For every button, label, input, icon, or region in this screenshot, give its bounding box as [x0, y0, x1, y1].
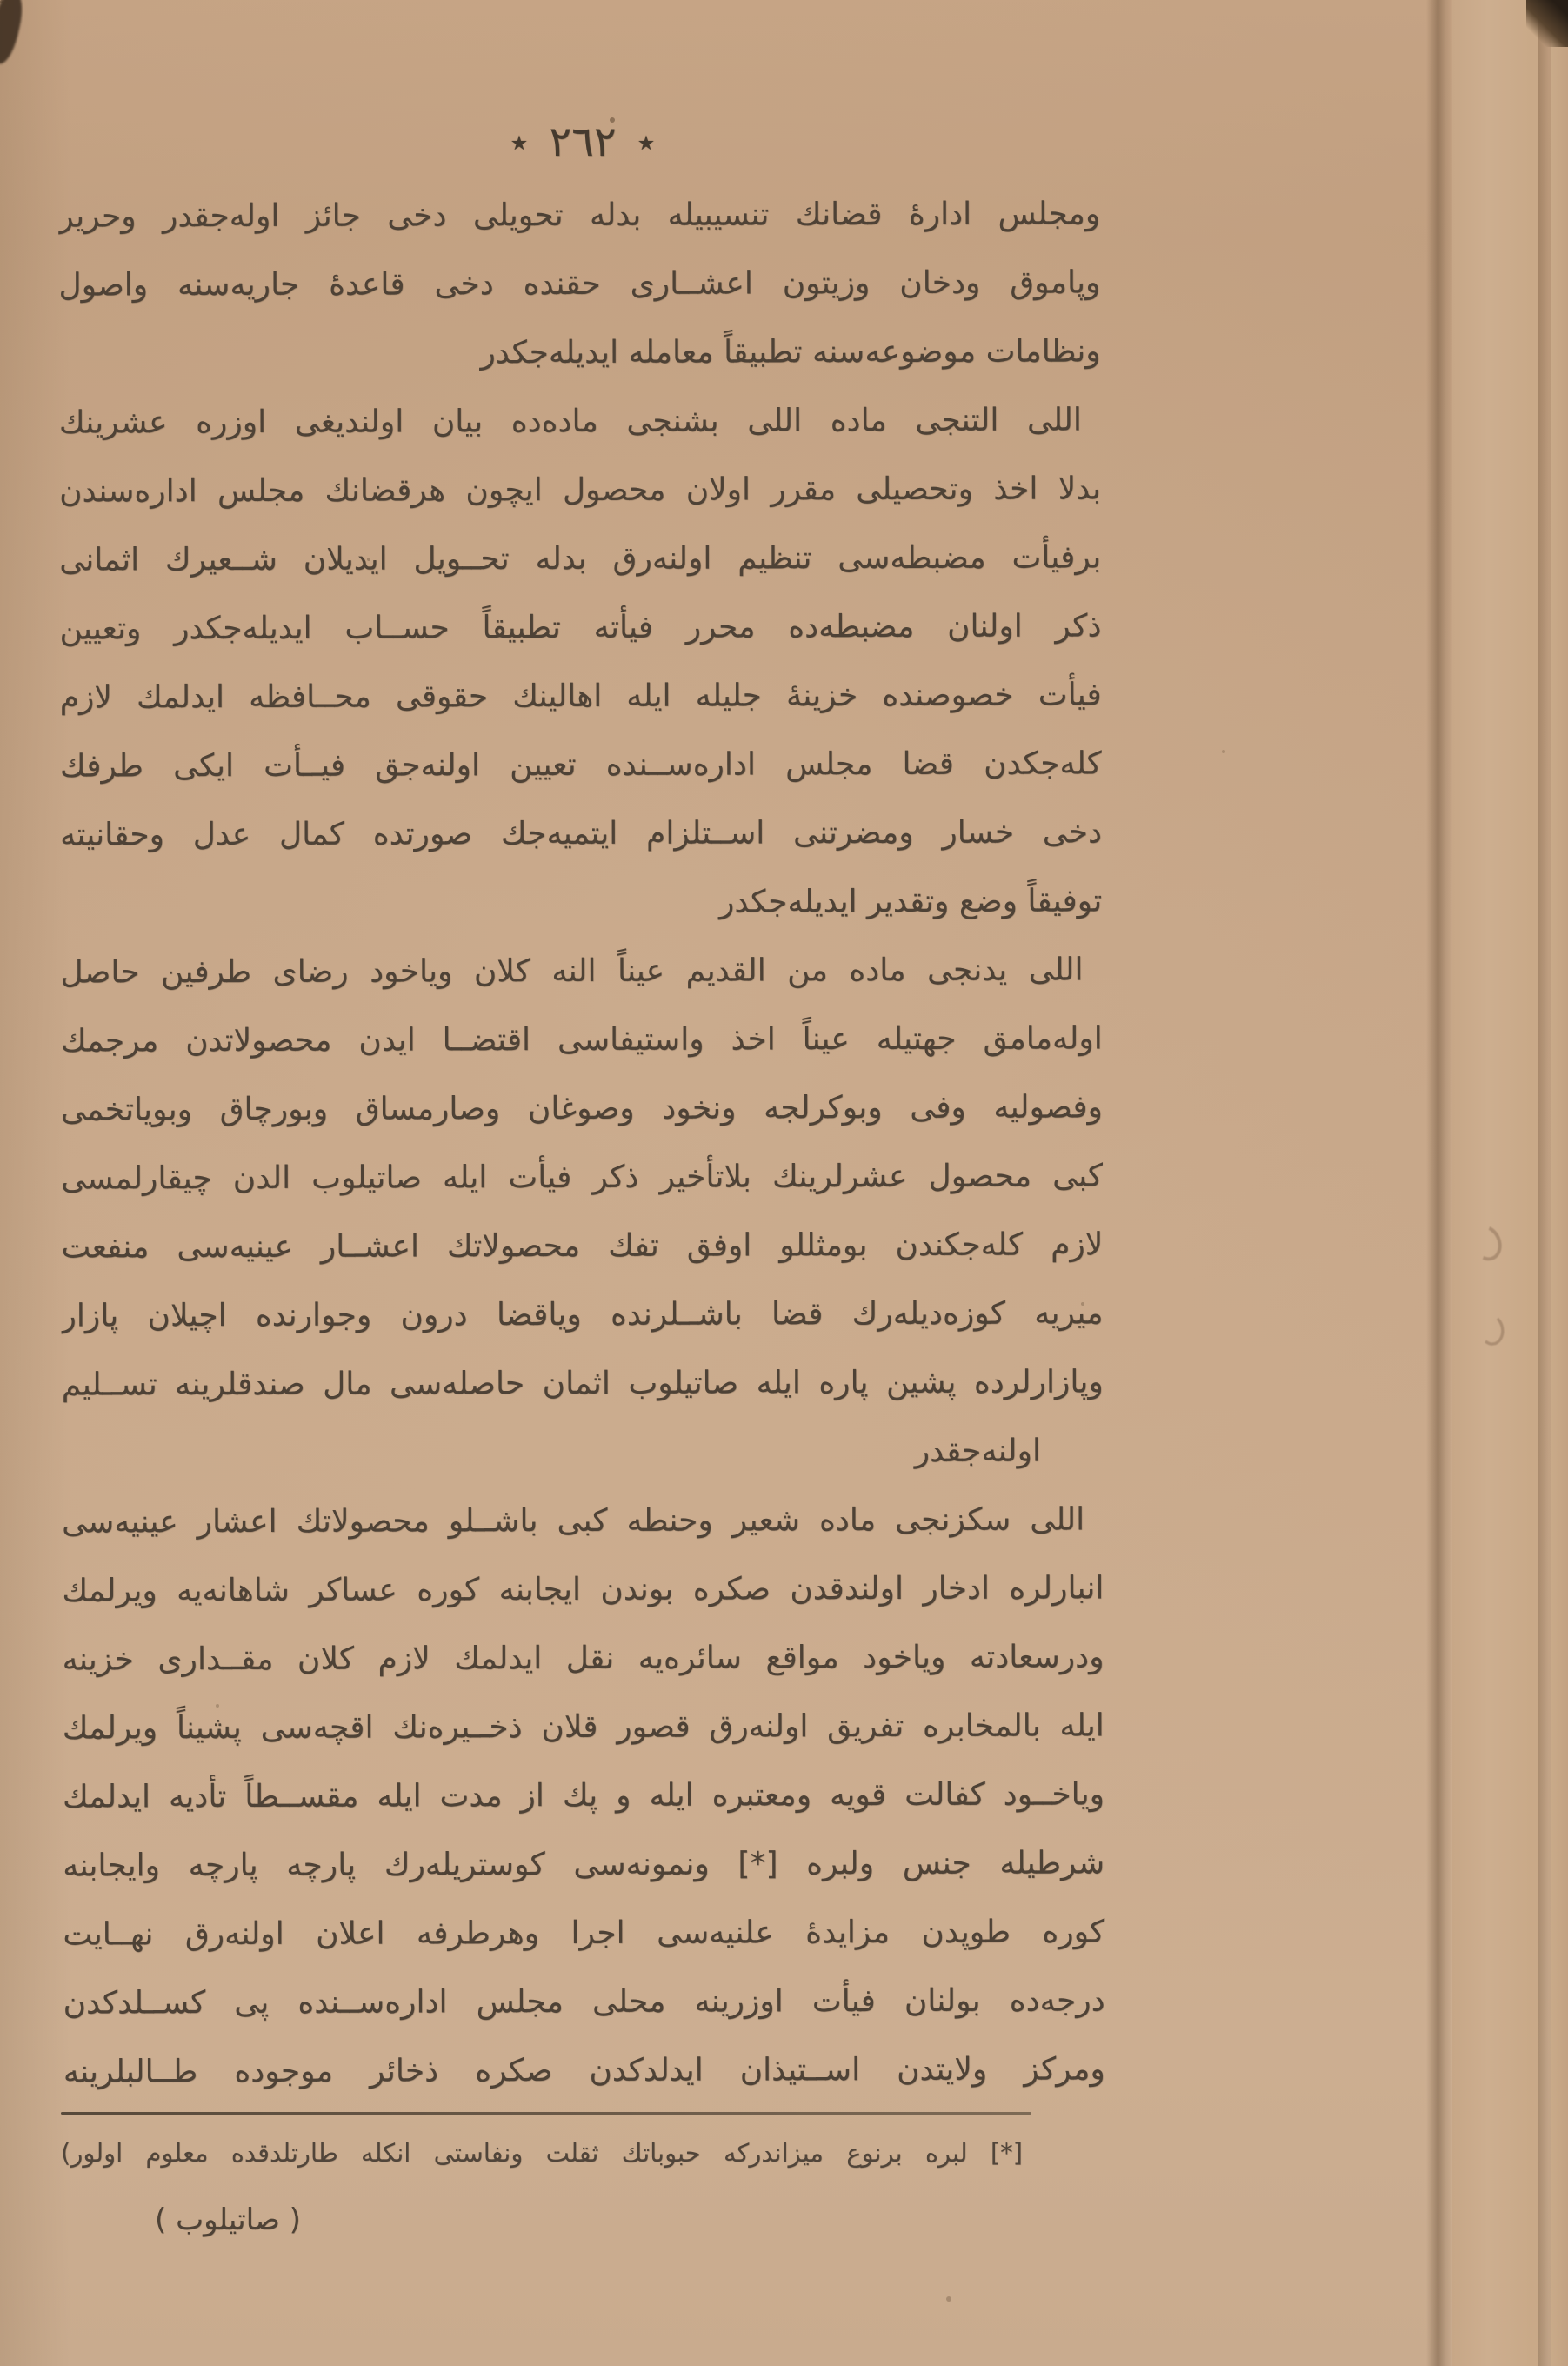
- fore-edge-strip: [1452, 0, 1538, 2366]
- corner-mark-top-left: [0, 0, 27, 66]
- corner-mark-top-right: [1526, 0, 1568, 47]
- page-number: ٢٦٢: [549, 117, 617, 166]
- text-line: درجه‌ده بولنان فيأت اوزرينه محلى مجلس اداره‌ســنده پى كســلدكدن: [63, 1982, 1105, 2022]
- text-line: انبارلره ادخار اولندقدن صكره بوندن ايجابنه كوره عساكر شاهانه‌يه ويرلمك: [62, 1570, 1104, 1609]
- text-line: ومركز ولايتدن اســتيذان ايدلدكدن صكره ذخائر موجوده طــالبلرينه: [63, 2051, 1105, 2090]
- text-line: وفصوليه وفى وبوكرلجه ونخود وصوغان وصارمساق وبورچاق وبوياتخمى: [60, 1089, 1103, 1128]
- fore-edge-line: [1538, 0, 1551, 2366]
- catchword: ( صاتيلوب ): [155, 2202, 301, 2237]
- footnote-divider: [61, 2112, 1031, 2115]
- text-line: دخى خسار ومضرتنى اســتلزام ايتميه‌جك صورتده كمال عدل وحقانيته: [60, 814, 1103, 853]
- text-block: [58, 179, 1105, 2106]
- text-line: بدلا اخذ وتحصيلى مقرر اولان محصول ايچون هرقضانك مجلس اداره‌سندن: [58, 471, 1102, 510]
- floral-ornament-left-icon: ٭: [510, 123, 529, 161]
- text-line: كله‌جكدن قضا مجلس اداره‌ســنده تعيين اولنه‌جق فيــأت ايكى طرفك: [59, 745, 1102, 785]
- text-line: ميريه كوزه‌ديله‌رك قضا باشــلرنده وياقضا درون وجوارنده اچيلان پازار: [61, 1295, 1104, 1334]
- page-number-row: [348, 110, 817, 174]
- text-line: كوره طوپدن مزايدهٔ علنيه‌سى اجرا وهرطرفه اعلان اولنه‌رق نهــايت: [63, 1914, 1105, 1953]
- text-line: وپاموق ودخان وزيتون اعشــارى حقنده دخى قاعدهٔ جاريه‌سنه واصول: [58, 264, 1101, 304]
- text-line-article-heading: اللى سكزنجى ماده شعير وحنطه كبى باشــلو محصولاتك اعشار عينيه‌سى: [62, 1501, 1085, 1541]
- text-line: برفيأت مضبطه‌سى تنظيم اولنه‌رق بدله تحــويل ايديلان شــعيرك اثمانى: [59, 539, 1102, 578]
- text-line: اولنه‌جقدر: [914, 1433, 1041, 1469]
- text-line: ومجلس ادارهٔ قضانك تنسيبيله بدله تحويلى دخى جائز اوله‌جقدر وحرير: [58, 196, 1101, 235]
- text-line-article-heading: اللى التنجى ماده اللى بشنجى ماده‌ده بيان اولنديغى اوزره عشرينك: [58, 402, 1082, 441]
- text-line: اوله‌مامق جهتيله عيناً اخذ واستيفاسى اقتضــا ايدن محصولاتدن مرجمك: [60, 1020, 1103, 1059]
- text-line: لازم كله‌جكندن بومثللو اوفق تفك محصولاتك اعشــار عينيه‌سى منفعت: [61, 1226, 1104, 1266]
- text-line: توفيقاً وضع وتقدير ايديله‌جكدر: [718, 883, 1103, 920]
- floral-ornament-right-icon: ٭: [637, 123, 656, 161]
- fore-edge-strip: [1551, 0, 1568, 2366]
- text-line: وياخــود كفالت قويه ومعتبره ايله و پك از مدت ايله مقســطاً تأديه ايدلمك: [62, 1776, 1105, 1815]
- footnote-text: [*] لبره برنوع ميزاندركه حبوباتك ثقلت ونفاستى انكله طارتلدقده معلوم اولور): [61, 2138, 1023, 2168]
- text-line: فيأت خصوصنده خزينهٔ جليله ايله اهالينك حقوقى محــافظه ايدلمك لازم: [59, 677, 1102, 716]
- text-line: ايله بالمخابره تفريق اولنه‌رق قصور قلان ذخــيره‌نك اقچه‌سى پشيناً ويرلمك: [62, 1708, 1104, 1747]
- fore-edge-crease: [1426, 0, 1452, 2366]
- text-line: كبى محصول عشرلرينك بلاتأخير ذكر فيأت ايله صاتيلوب الدن چيقارلمسى: [61, 1158, 1104, 1197]
- text-line: شرطيله جنس ولبره [*] ونمونه‌سى كوستريله‌رك پارچه پارچه وايجابنه: [63, 1845, 1105, 1884]
- text-line-article-heading: اللى يدنجى ماده من القديم عيناً النه كلان وياخود رضاى طرفين حاصل: [60, 952, 1084, 991]
- text-line: ذكر اولنان مضبطه‌ده محرر فيأته تطبيقاً حســاب ايديله‌جكدر وتعيين: [59, 608, 1102, 647]
- text-line: ودرسعادته وياخود مواقع سائره‌يه نقل ايدلمك لازم كلان مقــدارى خزينه: [62, 1639, 1104, 1678]
- text-line: ونظامات موضوعه‌سنه تطبيقاً معامله ايديله‌جكدر: [480, 333, 1101, 371]
- text-line: وپازارلرده پشين پاره ايله صاتيلوب اثمان حاصله‌سى مال صندقلرينه تســليم: [61, 1364, 1104, 1403]
